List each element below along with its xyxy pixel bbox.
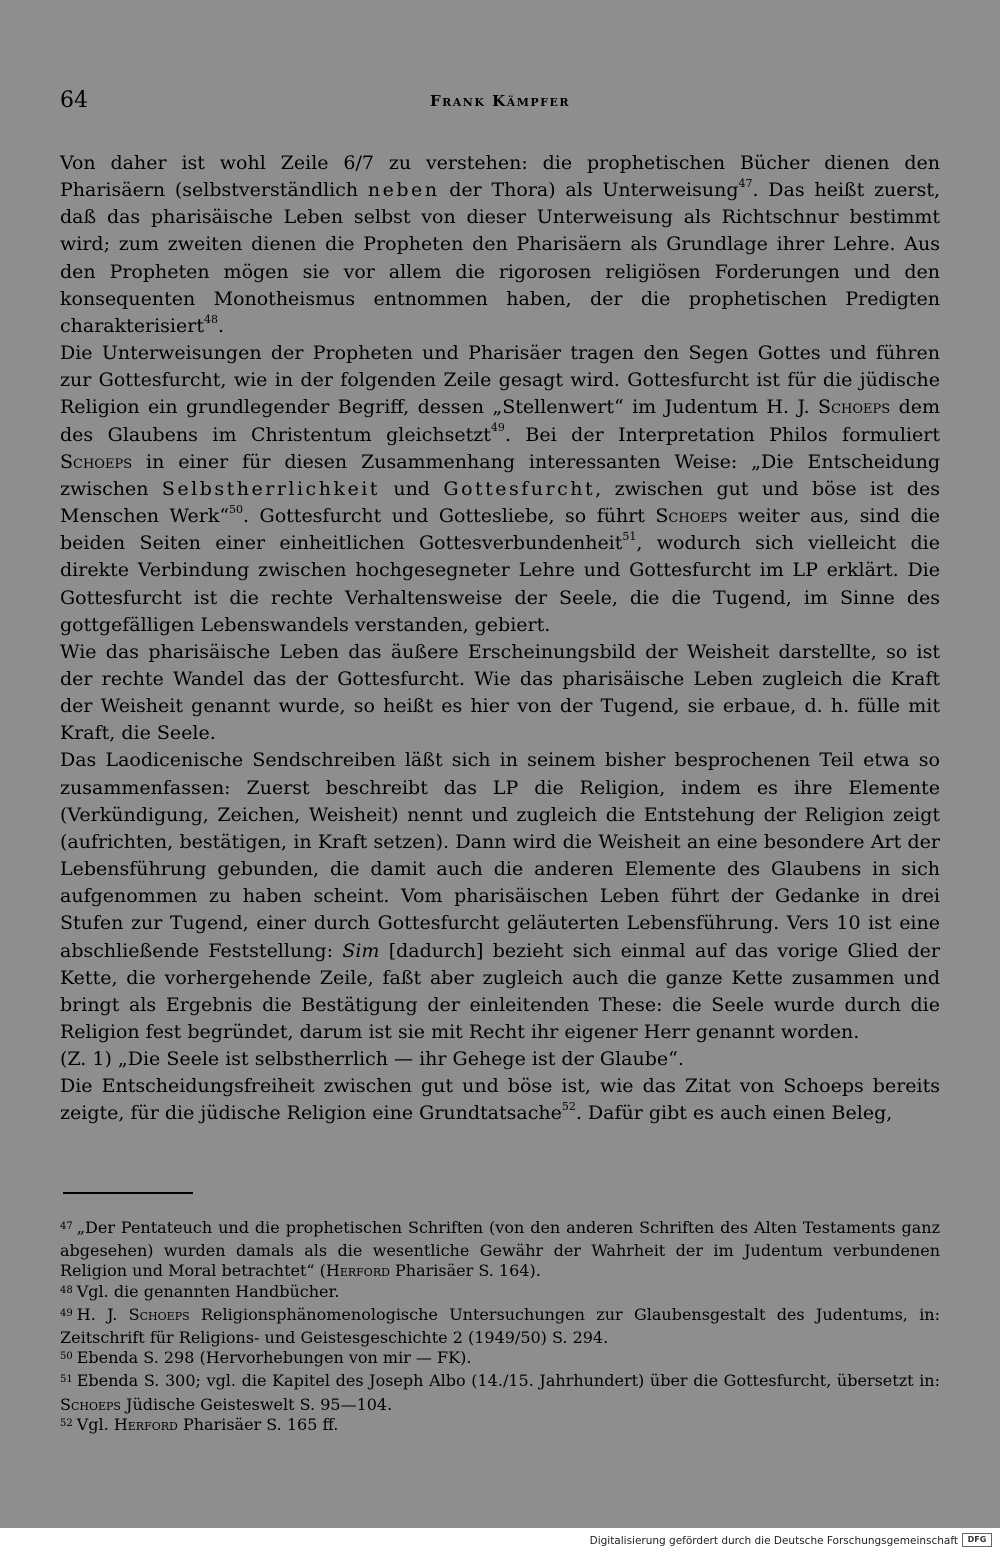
text-run: Religionsphänomenologische Untersuchungen zur Glaubensgestalt des Judentums, in: Zeitschrift für Religions- und Geistesgeschichte 2 (1949/50) S. 294. — [60, 1304, 940, 1348]
paragraph — [60, 340, 940, 639]
text-run: in einer für diesen Zusammenhang interessanten Weise: „Die Entscheidung zwischen — [60, 450, 940, 500]
spaced-emphasis: Selbstherrlichkeit — [161, 477, 380, 500]
text-run: weiter aus, sind die beiden Seiten einer einheitlichen Gottesverbundenheit — [60, 505, 940, 555]
text-run: „Der Pentateuch und die prophetischen Schriften (von den anderen Schriften des Alten Testaments ganz abgesehen) wurden damals als die wesentliche Gewähr der Wahrheit der im Judentum verbundenen Religion und Moral betrachtet“ ( — [60, 1218, 940, 1281]
author-name: Schoeps — [655, 505, 728, 528]
text-run: Pharisäer S. 165 ff. — [177, 1414, 339, 1434]
footnote — [60, 1348, 940, 1371]
author-name: Schoeps — [128, 1304, 190, 1324]
text-run: , wodurch sich vielleicht die direkte Verbindung zwischen hochgesegneter Lehre und Gottesfurcht im LP erklärt. Die Gottesfurcht ist die rechte Verhaltensweise der Seele, die die Tugend, im Sinne des gottgefälligen Lebenswandels verstanden, gebiert. — [60, 532, 940, 636]
text-run: Vgl. — [76, 1414, 114, 1434]
author-name: Schoeps — [818, 396, 891, 419]
body-text — [60, 150, 940, 1128]
footnote — [60, 1415, 940, 1438]
footnote-number: 47 — [60, 1221, 73, 1232]
text-run: , zwischen gut und böse ist des Menschen Werk“ — [60, 477, 941, 528]
footnote-ref[interactable]: 47 — [738, 176, 753, 190]
author-name: Herford — [113, 1414, 178, 1434]
footnote-ref[interactable]: 48 — [203, 312, 218, 326]
text-run: [dadurch] bezieht sich einmal auf das vorige Glied der Kette, die vorhergehende Zeile, faßt aber zugleich auch die ganze Kette zusammen und bringt als Ergebnis die Bestätigung der einleitenden These: die Seele wurde durch die Religion fest begründet, darum ist sie mit Recht ihr eigener Herr genannt worden. — [60, 939, 940, 1043]
footnote-ref[interactable]: 49 — [490, 421, 505, 435]
author-name: Herford — [325, 1261, 390, 1281]
text-run: . Dafür gibt es auch einen Beleg, — [575, 1102, 893, 1125]
text-run: und — [379, 477, 444, 500]
page-number: 64 — [60, 88, 88, 113]
author-name: Schoeps — [60, 1394, 121, 1414]
spaced-emphasis: neben — [367, 179, 440, 202]
text-run: . Das heißt zuerst, daß das pharisäische Leben selbst von dieser Unterweisung als Richtschnur bestimmt wird; zum zweiten dienen die Propheten den Pharisäern als Grundlage ihrer Lehre. Aus den Propheten mögen sie vor allem die rigorosen religiösen Forderungen und den konsequenten Monotheismus entnommen haben, der die prophetischen Predigten charakterisiert — [60, 179, 940, 337]
footnote — [60, 1218, 940, 1282]
text-run: Die Unterweisungen der Propheten und Pharisäer tragen den Segen Gottes und führen zur Gottesfurcht, wie in der folgenden Zeile gesagt wird. Gottesfurcht ist für die jüdische Religion ein grundlegender Begriff, dessen „Stellenwert“ im Judentum H. J. — [60, 342, 940, 419]
text-run: Von daher ist wohl Zeile 6/7 zu verstehen: die prophetischen Bücher dienen den Pharisäern (selbstverständlich — [60, 152, 940, 202]
digitization-footer — [0, 1528, 1000, 1554]
text-run: Ebenda S. 300; vgl. die Kapitel des Joseph Albo (14./15. Jahrhundert) über die Gottesfurcht, übersetzt in: — [76, 1371, 940, 1391]
text-run: der Thora) als Unterweisung — [439, 179, 739, 202]
paragraph — [60, 1073, 940, 1127]
footnote-number: 52 — [60, 1417, 73, 1429]
spaced-emphasis: Gottesfurcht — [443, 477, 596, 500]
paragraph: Wie das pharisäische Leben das äußere Erscheinungsbild der Weisheit darstellte, so ist der rechte Wandel das der Gottesfurcht. Wie das pharisäische Leben zugleich die Kraft der Weisheit genannt wurde, so heißt es hier von der Tugend, sie erbaue, d. h. fülle mit Kraft, die Seele. — [60, 640, 940, 745]
page-header — [0, 88, 1000, 128]
footnote — [60, 1282, 940, 1305]
text-run: Jüdische Geisteswelt S. 95—104. — [120, 1394, 393, 1414]
footnote-number: 48 — [60, 1284, 73, 1296]
text-run: . Bei der Interpretation Philos formuliert — [504, 423, 940, 446]
text-run: Ebenda S. 298 (Hervorhebungen von mir — FK). — [76, 1348, 472, 1368]
text-run: H. J. — [76, 1304, 129, 1324]
author-name: Schoeps — [60, 450, 133, 473]
footnote-ref[interactable]: 50 — [229, 502, 244, 516]
text-run: . — [217, 314, 225, 337]
paragraph — [60, 747, 940, 1046]
text-run: Das Laodicenische Sendschreiben läßt sich in seinem bisher besprochenen Teil etwa so zusammenfassen: Zuerst beschreibt das LP die Religion, indem es ihre Elemente (Verkündigung, Zeichen, Weisheit) nennt und zugleich die Entstehung der Religion zeigt (aufrichten, bestätigen, in Kraft setzen). Dann wird die Weisheit an eine besondere Art der Lebensführung gebunden, die damit auch die anderen Elemente des Glaubens in sich aufgenommen zu haben scheint. Vom pharisäischen Leben führt der Gedanke in drei Stufen zur Tugend, einer durch Gottesfurcht geläuterten Lebensführung. Vers 10 ist eine abschließende Feststellung: — [60, 749, 940, 962]
footnotes — [60, 1218, 940, 1438]
footnote-ref[interactable]: 52 — [561, 1100, 576, 1114]
running-title: Frank Kämpfer — [429, 92, 571, 110]
text-run: Die Entscheidungsfreiheit zwischen gut und böse ist, wie das Zitat von Schoeps bereits zeigte, für die jüdische Religion eine Grundtatsache — [60, 1075, 940, 1125]
footnote-ref[interactable]: 51 — [622, 529, 637, 543]
text-run: Vgl. die genannten Handbücher. — [76, 1281, 340, 1301]
text-run: dem des Glaubens im Christentum gleichsetzt — [60, 396, 940, 446]
funding-credit: Digitalisierung gefördert durch die Deutsche Forschungsgemeinschaft — [589, 1535, 958, 1547]
footnote-number: 49 — [60, 1307, 73, 1319]
footnote-number: 50 — [60, 1351, 73, 1363]
footnote-divider — [63, 1192, 193, 1194]
footnote — [60, 1371, 940, 1414]
paragraph — [60, 150, 940, 340]
dfg-logo-icon: DFG — [962, 1533, 992, 1547]
paragraph: (Z. 1) „Die Seele ist selbstherrlich — ihr Gehege ist der Glaube“. — [60, 1048, 684, 1071]
footnote — [60, 1305, 940, 1348]
text-run: . Gottesfurcht und Gottesliebe, so führt — [243, 505, 656, 528]
footnote-number: 51 — [60, 1374, 73, 1386]
text-run: Pharisäer S. 164). — [389, 1261, 541, 1281]
italic-term: Sim — [342, 939, 380, 962]
